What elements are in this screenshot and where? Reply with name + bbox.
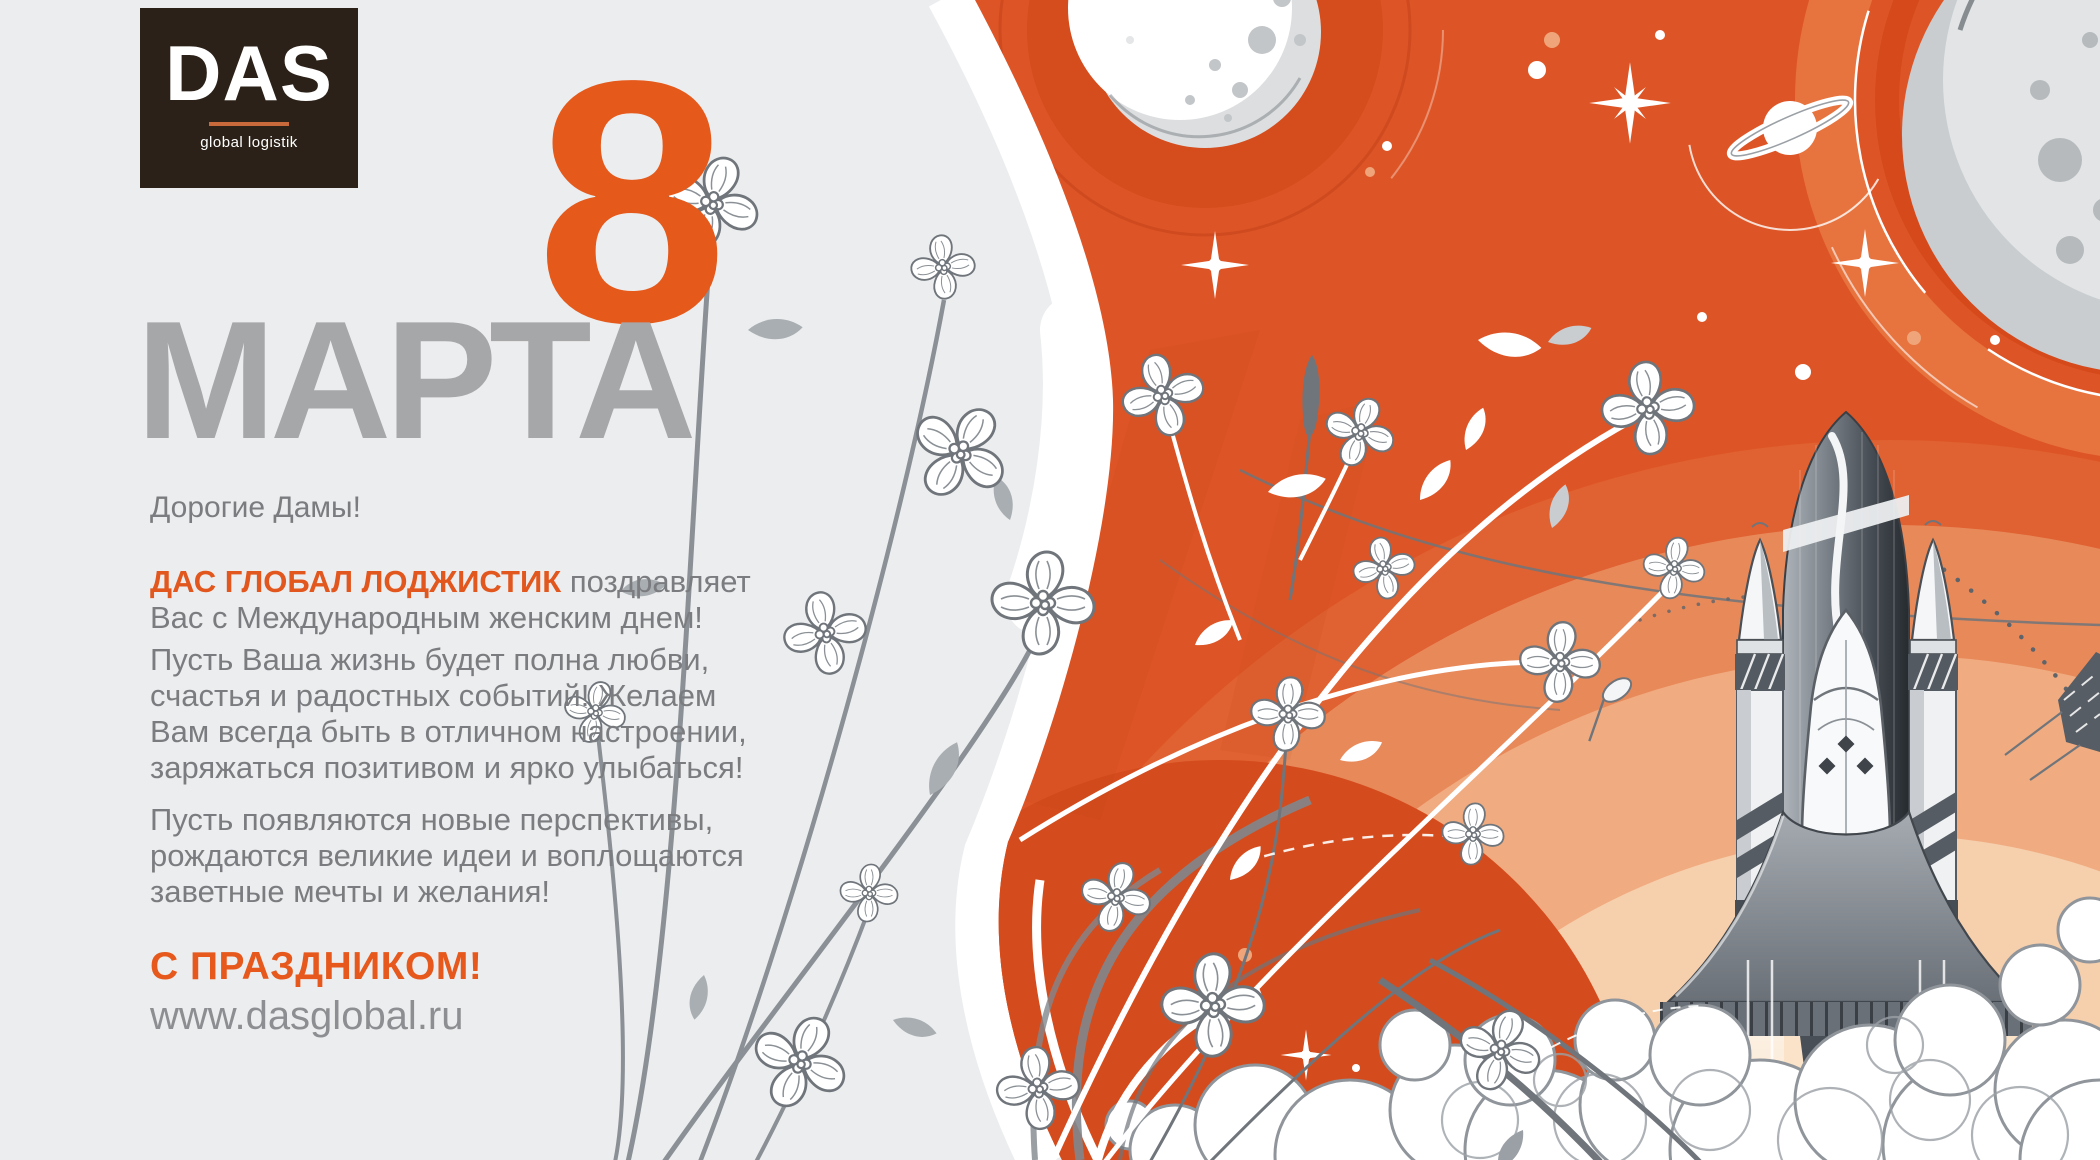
paragraph-line: счастья и радостных событий! Желаем [150, 678, 717, 713]
paragraph-line: заряжаться позитивом и ярко улыбаться! [150, 750, 744, 785]
paragraph-line: рождаются великие идеи и воплощаются [150, 838, 744, 873]
paragraph-line: Вас с Международным женским днем! [150, 600, 703, 635]
das-logo-wordmark: DAS [165, 29, 333, 117]
closing-greeting: С ПРАЗДНИКОМ! [150, 945, 483, 988]
paragraph-wishes-2 [150, 802, 744, 910]
paragraph-wishes-1 [150, 642, 747, 786]
das-logo-rule [209, 122, 289, 126]
paragraph-line: Вам всегда быть в отличном настроении, [150, 714, 747, 749]
title-number-8: 8 [536, 10, 728, 395]
paragraph-line [150, 564, 751, 600]
salutation-text: Дорогие Дамы! [150, 491, 361, 524]
website-url: www.dasglobal.ru [150, 994, 464, 1038]
paragraph-line: Пусть Ваша жизнь будет полна любви, [150, 642, 710, 677]
das-logo-tagline: global logistik [200, 134, 298, 151]
paragraph-line: заветные мечты и желания! [150, 874, 551, 909]
paragraph-congrats [150, 564, 751, 636]
das-logo [140, 8, 358, 188]
company-name-text: ДАС ГЛОБАЛ ЛОДЖИСТИК [150, 564, 562, 599]
title-month: МАРТА [136, 286, 691, 474]
paragraph-line: Пусть появляются новые перспективы, [150, 802, 714, 837]
paragraph-text: поздравляет [561, 564, 751, 599]
